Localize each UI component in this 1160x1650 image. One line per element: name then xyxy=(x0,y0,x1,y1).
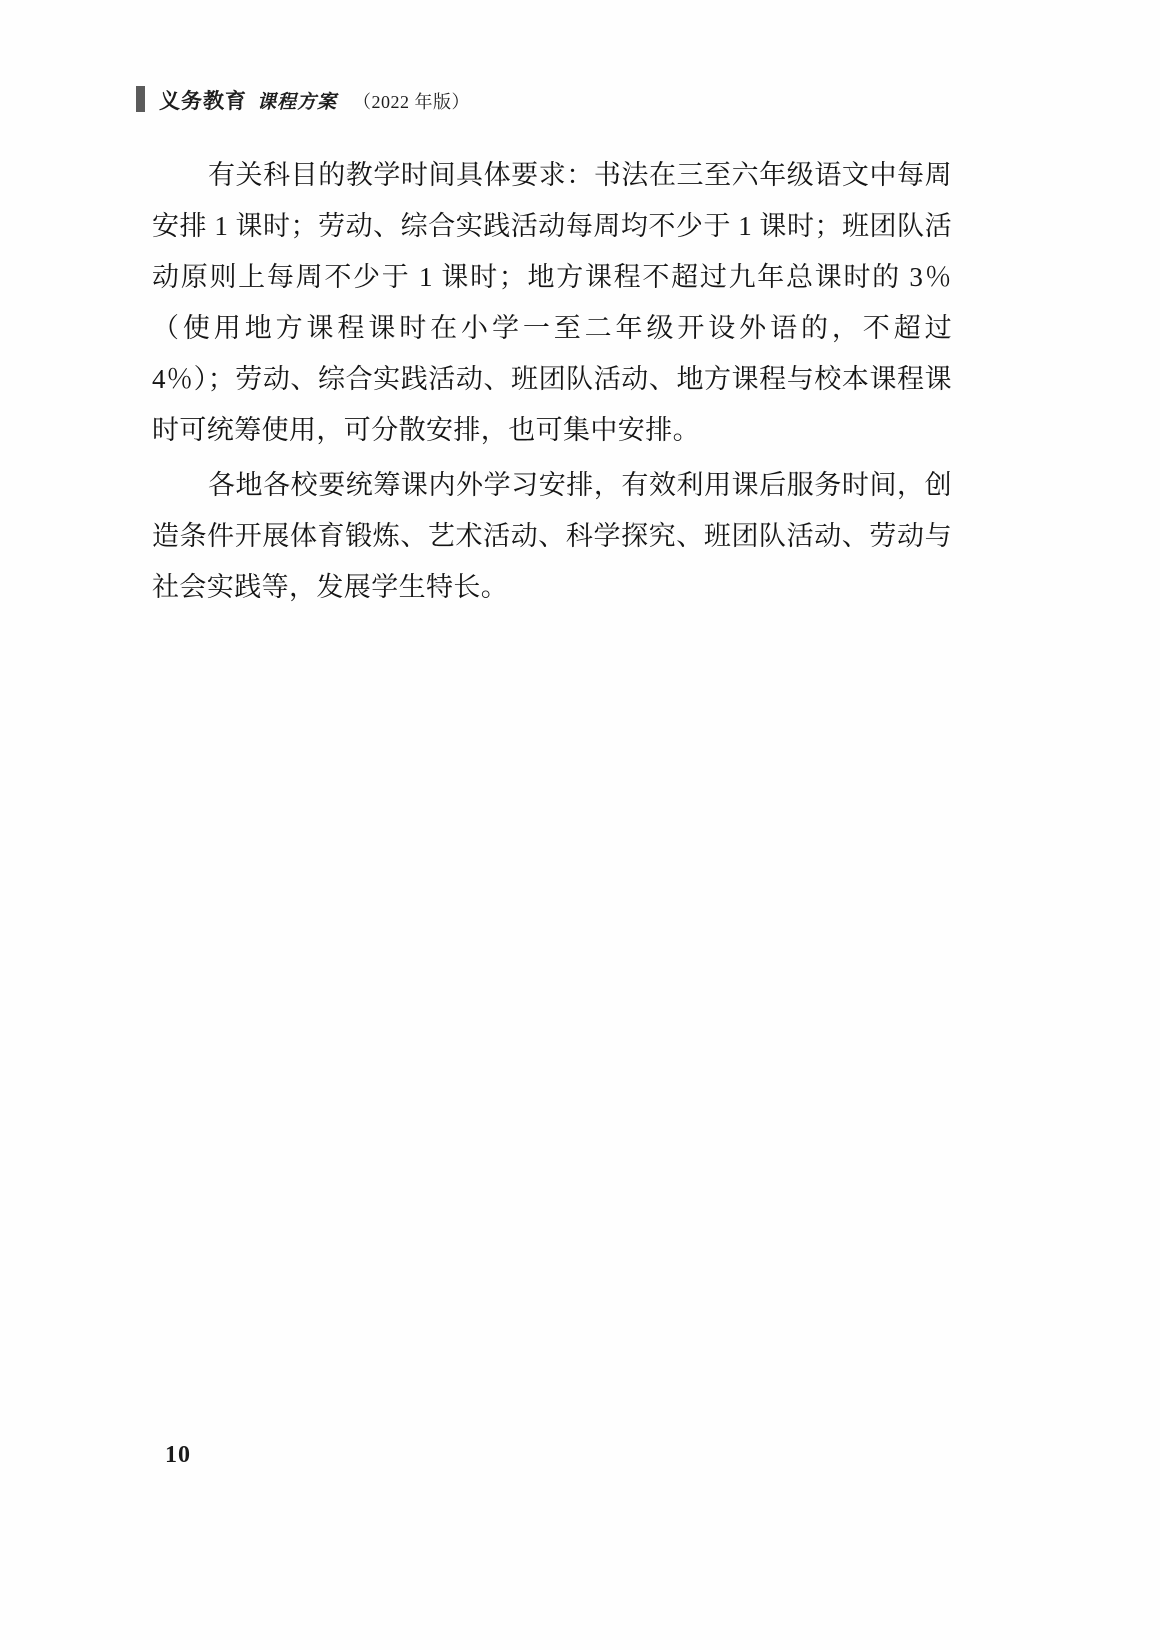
header-edition: （2022 年版） xyxy=(353,92,471,112)
header-bar-icon xyxy=(136,86,145,112)
paragraph-2: 各地各校要统筹课内外学习安排，有效利用课后服务时间，创造条件开展体育锻炼、艺术活动、科学探究、班团队活动、劳动与社会实践等，发展学生特长。 xyxy=(152,470,952,602)
header-title-bold: 义务教育 xyxy=(159,88,247,113)
paragraph-1: 有关科目的教学时间具体要求：书法在三至六年级语文中每周安排 1 课时；劳动、综合实践活动每周均不少于 1 课时；班团队活动原则上每周不少于 1 课时；地方课程不超过九年总课时的 3％（使用地方课程课时在小学一至二年级开设外语的，不超过 4％）；劳动、综合实践活动、班团队活动、地方课程与校本课程课时可统筹使用，可分散安排，也可集中安排。 xyxy=(152,160,952,445)
header-title-italic: 课程方案 xyxy=(257,92,338,113)
running-header xyxy=(136,82,470,115)
page-number: 10 xyxy=(165,1442,191,1468)
body-content xyxy=(152,150,952,615)
